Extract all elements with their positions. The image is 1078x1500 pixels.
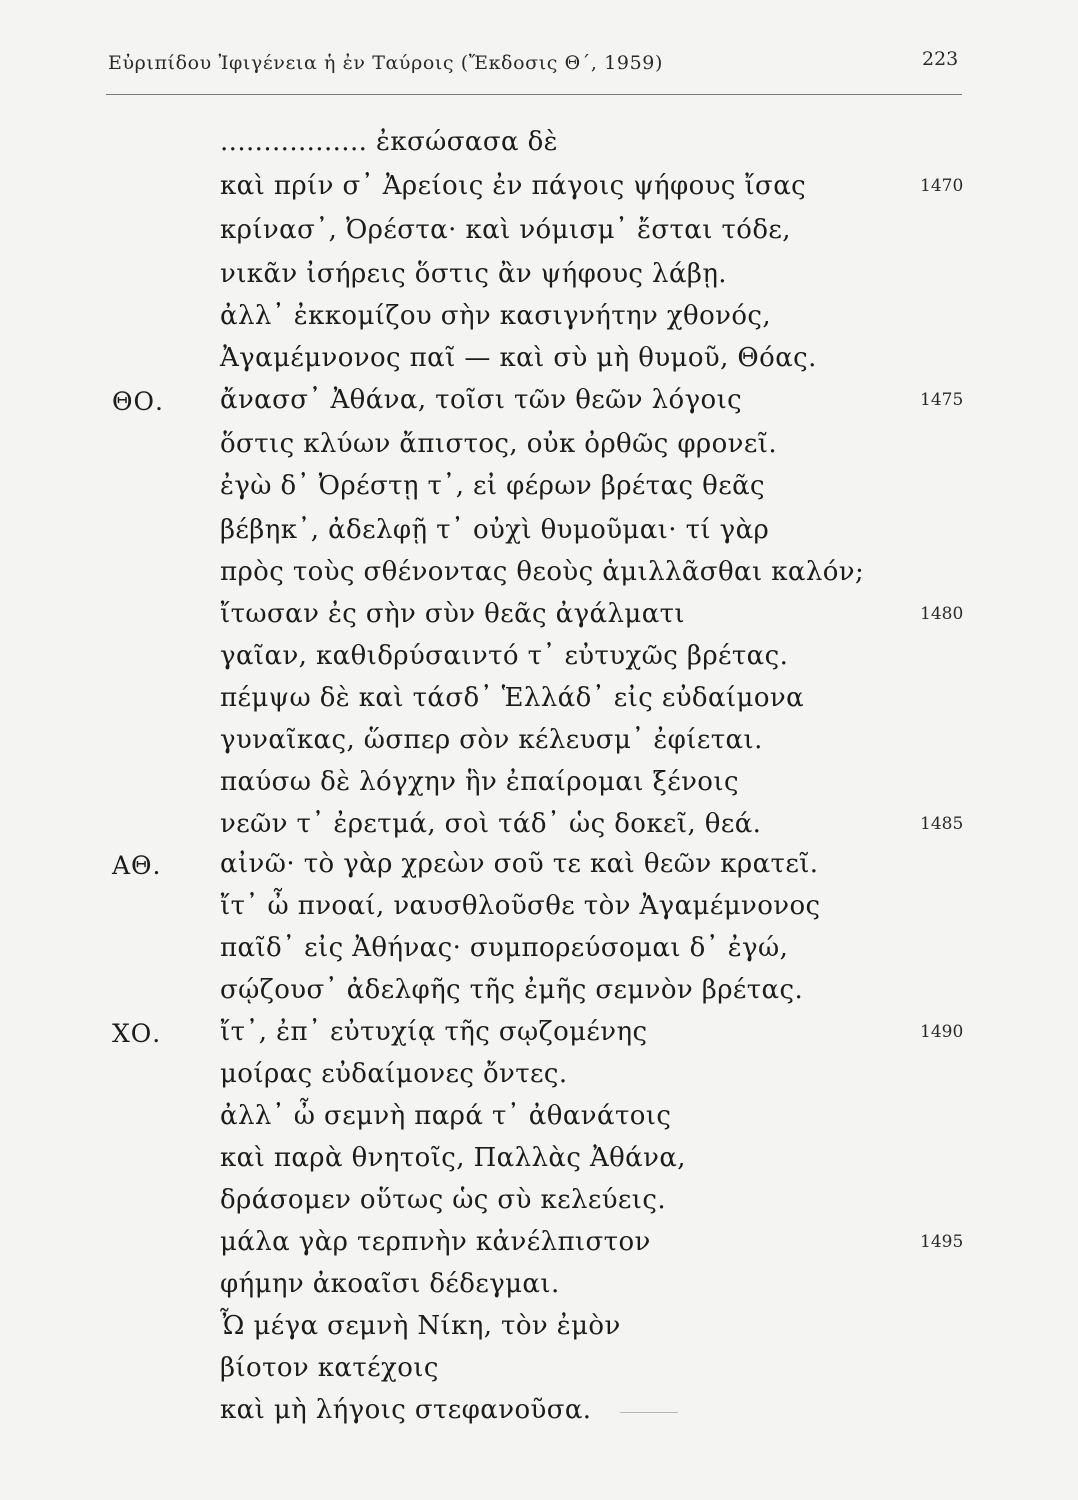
line-number: 1475 [920,390,964,410]
speaker-label: ΘΟ. [112,387,164,416]
verse-line: ἴτ᾽ ὦ πνοαί, ναυσθλοῦσθε τὸν Ἀγαμέμνονος [220,891,821,921]
running-title: Εὐριπίδου Ἰφιγένεια ἡ ἐν Ταύροις (Ἔκδοσις Θ΄, 1959) [108,52,663,74]
verse-line: ἴτωσαν ἐς σὴν σὺν θεᾶς ἀγάλματι [220,599,686,629]
line-number: 1490 [920,1022,964,1042]
verse-line: ἐγὼ δ᾽ Ὀρέστῃ τ᾽, εἰ φέρων βρέτας θεᾶς [220,471,765,501]
verse-line: νεῶν τ᾽ ἐρετμά, σοὶ τάδ᾽ ὡς δοκεῖ, θεά. [220,809,762,839]
line-number: 1485 [920,814,964,834]
line-number: 1470 [920,176,964,196]
verse-line: παύσω δὲ λόγχην ἣν ἐπαίρομαι ξένοις [220,767,739,797]
verse-line: ἴτ᾽, ἐπ᾽ εὐτυχίᾳ τῆς σῳζομένης [220,1017,648,1047]
verse-line: ἀλλ᾽ ὦ σεμνὴ παρά τ᾽ ἀθανάτοις [220,1101,672,1131]
speaker-label: ΧΟ. [112,1019,162,1048]
verse-line: φήμην ἀκοαῖσι δέδεγμαι. [220,1269,560,1299]
verse-line: ἄνασσ᾽ Ἀθάνα, τοῖσι τῶν θεῶν λόγοις [220,385,743,415]
verse-line: καὶ μὴ λήγοις στεφανοῦσα. [220,1395,592,1425]
verse-line: ἀλλ᾽ ἐκκομίζου σὴν κασιγνήτην χθονός, [220,301,772,331]
page-number: 223 [922,48,959,70]
verse-line: ................. ἐκσώσασα δὲ [220,127,558,157]
header-rule [106,94,962,95]
verse-line: Ἀγαμέμνονος παῖ — καὶ σὺ μὴ θυμοῦ, Θόας. [220,343,817,373]
verse-line: νικᾶν ἰσήρεις ὅστις ἂν ψήφους λάβῃ. [220,259,727,289]
verse-line: Ὦ μέγα σεμνὴ Νίκη, τὸν ἐμὸν [220,1311,621,1341]
line-number: 1480 [920,604,964,624]
verse-line: δράσομεν οὕτως ὡς σὺ κελεύεις. [220,1185,667,1215]
verse-line: κρίνασ᾽, Ὀρέστα· καὶ νόμισμ᾽ ἔσται τόδε, [220,215,791,245]
verse-line: γυναῖκας, ὥσπερ σὸν κέλευσμ᾽ ἐφίεται. [220,725,763,755]
verse-line: μάλα γὰρ τερπνὴν κἀνέλπιστον [220,1227,651,1257]
verse-line: βέβηκ᾽, ἀδελφῇ τ᾽ οὐχὶ θυμοῦμαι· τί γὰρ [220,515,770,545]
verse-line: πρὸς τοὺς σθένοντας θεοὺς ἁμιλλᾶσθαι καλόν; [220,557,865,587]
trailing-dash [620,1412,678,1413]
verse-line: καὶ παρὰ θνητοῖς, Παλλὰς Ἀθάνα, [220,1143,686,1173]
verse-line: σῴζουσ᾽ ἀδελφῆς τῆς ἐμῆς σεμνὸν βρέτας. [220,975,804,1005]
verse-line: παῖδ᾽ εἰς Ἀθήνας· συμπορεύσομαι δ᾽ ἐγώ, [220,933,789,963]
speaker-label: ΑΘ. [112,851,162,880]
verse-line: καὶ πρίν σ᾽ Ἀρείοις ἐν πάγοις ψήφους ἴσας [220,171,807,201]
verse-line: βίοτον κατέχοις [220,1353,439,1383]
line-number: 1495 [920,1232,964,1252]
verse-line: αἰνῶ· τὸ γὰρ χρεὼν σοῦ τε καὶ θεῶν κρατεῖ. [220,849,819,879]
verse-line: ὅστις κλύων ἄπιστος, οὐκ ὀρθῶς φρονεῖ. [220,429,777,459]
verse-line: μοίρας εὐδαίμονες ὄντες. [220,1059,568,1089]
verse-line: πέμψω δὲ καὶ τάσδ᾽ Ἑλλάδ᾽ εἰς εὐδαίμονα [220,683,805,713]
verse-line: γαῖαν, καθιδρύσαιντό τ᾽ εὐτυχῶς βρέτας. [220,641,789,671]
